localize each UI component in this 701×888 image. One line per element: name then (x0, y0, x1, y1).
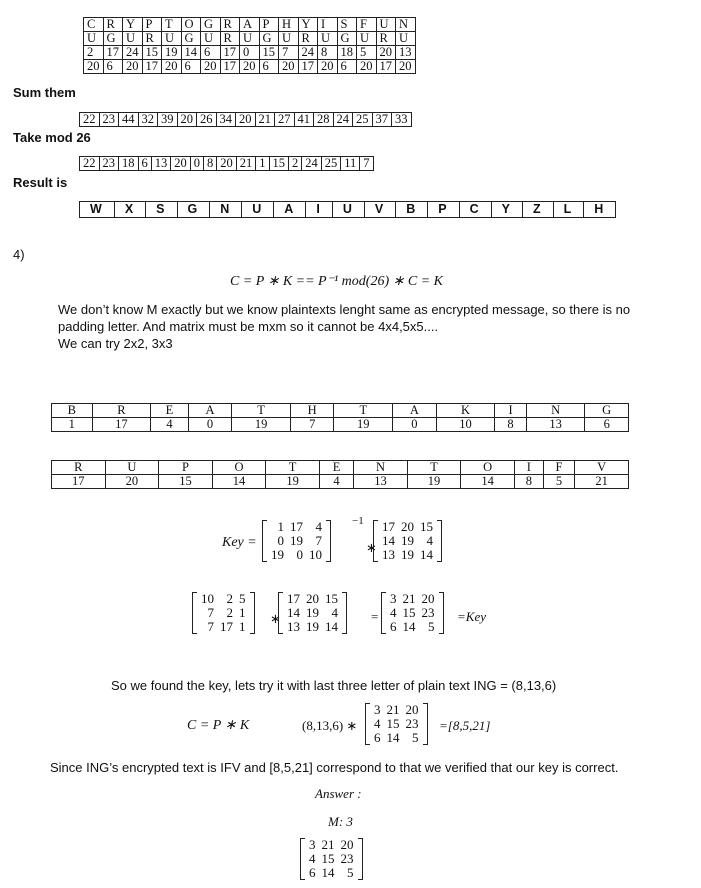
matrix-cell: 10 (201, 591, 214, 606)
cell: R (220, 18, 240, 32)
cell: 7 (290, 418, 334, 432)
matrix-row (198, 592, 249, 606)
matrix-cell: 4 (309, 851, 316, 866)
cell: U (201, 32, 221, 46)
answer-m: M: 3 (328, 814, 353, 829)
matrix-cell: 3 (390, 591, 397, 606)
cell: P (428, 202, 459, 218)
section-number: 4) (13, 247, 25, 262)
cell: P (142, 18, 162, 32)
cell: U (318, 32, 338, 46)
sum-row-table (79, 112, 412, 127)
cell: 21 (236, 157, 256, 171)
matrix-cell: 5 (428, 619, 435, 634)
matrix-cell: 13 (287, 619, 300, 634)
matrix-cell: 19 (271, 547, 284, 562)
cell: P (159, 461, 213, 475)
matrix-cell: 14 (402, 619, 416, 634)
cell: K (436, 404, 495, 418)
matrix-cell: 0 (277, 533, 284, 548)
cell: T (266, 461, 320, 475)
matrix-cell: 2 (226, 605, 233, 620)
table-row (52, 418, 629, 432)
cell: T (407, 461, 461, 475)
cell: T (232, 404, 291, 418)
matrix-cell: 4 (331, 605, 338, 620)
verify-result: =[8,5,21] (439, 718, 491, 733)
cell: 37 (372, 113, 392, 127)
matrix-cell: 20 (401, 519, 414, 534)
matrix-cell: 14 (325, 619, 338, 634)
matrix-cell: 6 (309, 865, 316, 880)
cell: 34 (216, 113, 236, 127)
cell: 1 (256, 157, 269, 171)
matrix-row (387, 620, 438, 634)
cell: 18 (119, 157, 139, 171)
result-label: Result is (13, 175, 68, 190)
cell: G (259, 32, 279, 46)
cell: 6 (585, 418, 629, 432)
table-row (80, 157, 374, 171)
cell: 6 (138, 157, 151, 171)
cell: 20 (357, 60, 377, 74)
matrix-cell: 19 (306, 619, 319, 634)
paragraph-line: padding letter. And matrix must be mxm so it cannot be 4x4,5x5.... (58, 319, 439, 334)
matrix-row (268, 534, 325, 548)
table-row (84, 18, 416, 32)
cell: 27 (275, 113, 295, 127)
matrix-cell: 6 (374, 730, 381, 745)
cell: 17 (220, 46, 240, 60)
matrix-cell: 4 (390, 605, 397, 620)
cell: 7 (279, 46, 299, 60)
cell: 20 (376, 46, 396, 60)
cell: 21 (255, 113, 275, 127)
cell: 25 (353, 113, 373, 127)
cell: P (259, 18, 279, 32)
verify-matrix (365, 703, 428, 745)
matrix-cell: 19 (290, 533, 303, 548)
matrix-row (387, 592, 438, 606)
mod-row-table (79, 156, 374, 171)
answer-matrix (300, 838, 363, 880)
matrix-cell: 6 (390, 619, 397, 634)
matrix-cell: 19 (401, 547, 414, 562)
cell: U (84, 32, 104, 46)
cell: U (240, 32, 260, 46)
cell: A (188, 404, 232, 418)
cell: N (526, 404, 585, 418)
cell: 20 (171, 157, 191, 171)
top-table (83, 17, 416, 74)
table-row (84, 60, 416, 74)
cell: I (318, 18, 338, 32)
table-row (52, 475, 629, 489)
cell: E (319, 461, 353, 475)
paragraph (58, 301, 630, 352)
cell: 39 (158, 113, 178, 127)
cell: 7 (360, 157, 373, 171)
cell: 6 (201, 46, 221, 60)
cell: 44 (119, 113, 139, 127)
cell: S (337, 18, 357, 32)
cell: 14 (461, 475, 515, 489)
matrix-cell: 4 (374, 716, 381, 731)
cell: 41 (294, 113, 314, 127)
cell: R (103, 18, 123, 32)
matrix-cell: 21 (321, 837, 335, 852)
cell: 21 (575, 475, 629, 489)
times-sign: ∗ (366, 540, 377, 555)
cell: U (396, 32, 416, 46)
product-mid-matrix (278, 592, 347, 634)
cell: G (177, 202, 210, 218)
cell: 20 (217, 157, 237, 171)
cell: 8 (318, 46, 338, 60)
cell: 24 (302, 157, 322, 171)
matrix-row (198, 620, 249, 634)
matrix-row (306, 852, 357, 866)
table-row (52, 461, 629, 475)
cell: G (337, 32, 357, 46)
matrix-row (198, 606, 249, 620)
cell: 4 (319, 475, 353, 489)
result-row-table (79, 201, 616, 218)
cell: 25 (321, 157, 341, 171)
plaintext-table (51, 403, 629, 432)
cell: 22 (80, 157, 100, 171)
cell: 10 (436, 418, 495, 432)
cell: C (84, 18, 104, 32)
matrix-cell: 1 (239, 619, 246, 634)
cell: 15 (159, 475, 213, 489)
matrix-cell: 7 (315, 533, 322, 548)
cell: N (396, 18, 416, 32)
cell: 18 (337, 46, 357, 60)
matrix-cell: 13 (382, 547, 395, 562)
matrix-cell: 20 (306, 591, 319, 606)
matrix-cell: 17 (287, 591, 300, 606)
cell: Y (123, 18, 143, 32)
matrix-row (284, 606, 341, 620)
cell: E (151, 404, 189, 418)
cell: G (181, 32, 201, 46)
matrix-cell: 5 (412, 730, 419, 745)
matrix-cell: 15 (386, 716, 400, 731)
cell: 5 (357, 46, 377, 60)
cell: O (461, 461, 515, 475)
matrix-cell: 15 (420, 519, 433, 534)
cell: 19 (266, 475, 320, 489)
cell: 20 (318, 60, 338, 74)
cell: 33 (392, 113, 412, 127)
matrix-cell: 10 (309, 547, 322, 562)
table-row (84, 46, 416, 60)
conclusion: Since ING’s encrypted text is IFV and [8,5,21] correspond to that we verified that our key is correct. (50, 760, 619, 775)
cell: G (585, 404, 629, 418)
matrix-cell: 21 (386, 702, 400, 717)
cell: O (212, 461, 266, 475)
cell: 15 (259, 46, 279, 60)
cell: R (92, 404, 151, 418)
cell: 4 (151, 418, 189, 432)
cell: 14 (212, 475, 266, 489)
matrix-cell: 20 (340, 837, 354, 852)
table-row (80, 202, 616, 218)
cell: 20 (396, 60, 416, 74)
cell: 6 (103, 60, 123, 74)
cell: 2 (289, 157, 302, 171)
matrix-cell: 7 (207, 619, 214, 634)
matrix-row (284, 620, 341, 634)
cell: A (393, 404, 437, 418)
matrix-row (371, 717, 422, 731)
matrix-cell: 5 (347, 865, 354, 880)
table-row (52, 404, 629, 418)
cell: 17 (92, 418, 151, 432)
table-row (84, 32, 416, 46)
matrix-row (284, 592, 341, 606)
matrix-cell: 19 (401, 533, 414, 548)
cell: N (210, 202, 242, 218)
cell: 24 (298, 46, 318, 60)
product-left-matrix (192, 592, 255, 634)
cell: 8 (204, 157, 217, 171)
cell: 23 (99, 157, 119, 171)
cell: 17 (142, 60, 162, 74)
matrix-row (371, 703, 422, 717)
matrix-cell: 0 (296, 547, 303, 562)
matrix-cell: 15 (402, 605, 416, 620)
matrix-cell: 3 (309, 837, 316, 852)
cell: 14 (181, 46, 201, 60)
matrix-row (379, 534, 436, 548)
cell: 0 (393, 418, 437, 432)
cipher-matrix (373, 520, 442, 562)
cell: 20 (177, 113, 197, 127)
cell: T (334, 404, 393, 418)
ciphertext-table (51, 460, 629, 489)
cell: 13 (526, 418, 585, 432)
cell: 20 (123, 60, 143, 74)
product-result-matrix (381, 592, 444, 634)
matrix-row (268, 520, 325, 534)
key-label: Key = (222, 535, 257, 550)
matrix-cell: 1 (239, 605, 246, 620)
matrix-cell: 1 (277, 519, 284, 534)
matrix-cell: 5 (239, 591, 246, 606)
cell: V (575, 461, 629, 475)
cell: I (306, 202, 332, 218)
cell: F (357, 18, 377, 32)
cell: 19 (162, 46, 182, 60)
verify-text: So we found the key, lets try it with last three letter of plain text ING = (8,13,6) (111, 678, 557, 693)
cell: 20 (240, 60, 260, 74)
matrix-cell: 17 (382, 519, 395, 534)
matrix-row (306, 838, 357, 852)
cell: H (279, 18, 299, 32)
verify-vector: (8,13,6) ∗ (302, 718, 358, 733)
cell: 17 (52, 475, 106, 489)
cell: G (103, 32, 123, 46)
matrix-cell: 20 (421, 591, 435, 606)
cell: G (201, 18, 221, 32)
cell: 8 (514, 475, 543, 489)
matrix-cell: 23 (405, 716, 419, 731)
cell: 23 (99, 113, 119, 127)
matrix-row (371, 731, 422, 745)
paragraph-line: We can try 2x2, 3x3 (58, 336, 173, 351)
cell: R (298, 32, 318, 46)
matrix-cell: 19 (306, 605, 319, 620)
cell: 17 (298, 60, 318, 74)
cell: 20 (105, 475, 159, 489)
matrix-cell: 14 (386, 730, 400, 745)
matrix-cell: 20 (405, 702, 419, 717)
cell: 1 (52, 418, 93, 432)
matrix-cell: 21 (402, 591, 416, 606)
cell: 19 (334, 418, 393, 432)
matrix-cell: 7 (207, 605, 214, 620)
cell: H (584, 202, 616, 218)
cell: N (354, 461, 408, 475)
cell: 13 (396, 46, 416, 60)
cell: U (279, 32, 299, 46)
cell: R (52, 461, 106, 475)
cell: 6 (181, 60, 201, 74)
cell: 15 (269, 157, 289, 171)
inverse-superscript: −1 (352, 515, 364, 527)
cell: F (543, 461, 575, 475)
cell: U (332, 202, 364, 218)
cell: 17 (376, 60, 396, 74)
cell: X (114, 202, 145, 218)
cell: L (553, 202, 584, 218)
formula: C = P ∗ K == P⁻¹ mod(26) ∗ C = K (230, 274, 443, 289)
cell: I (514, 461, 543, 475)
cell: U (376, 18, 396, 32)
cell: 0 (240, 46, 260, 60)
cell: 13 (151, 157, 171, 171)
matrix-cell: 2 (226, 591, 233, 606)
cell: 13 (354, 475, 408, 489)
cell: 5 (543, 475, 575, 489)
cell: W (80, 202, 115, 218)
cell: 22 (80, 113, 100, 127)
cell: O (181, 18, 201, 32)
matrix-cell: 17 (290, 519, 303, 534)
matrix-row (379, 548, 436, 562)
cell: 2 (84, 46, 104, 60)
answer-label: Answer : (315, 786, 362, 801)
cell: U (123, 32, 143, 46)
cell: A (274, 202, 306, 218)
cell: 20 (236, 113, 256, 127)
matrix-cell: 23 (421, 605, 435, 620)
cell: R (220, 32, 240, 46)
cell: S (146, 202, 177, 218)
cell: 32 (138, 113, 158, 127)
cell: U (357, 32, 377, 46)
verify-lhs: C = P ∗ K (187, 718, 250, 733)
sum-label: Sum them (13, 85, 76, 100)
cell: 26 (197, 113, 217, 127)
matrix-row (306, 866, 357, 880)
cell: V (364, 202, 395, 218)
cell: 6 (259, 60, 279, 74)
matrix-row (387, 606, 438, 620)
cell: Y (298, 18, 318, 32)
cell: 24 (333, 113, 353, 127)
matrix-cell: 23 (340, 851, 354, 866)
table-row (80, 113, 412, 127)
cell: T (162, 18, 182, 32)
cell: 20 (84, 60, 104, 74)
cell: 6 (337, 60, 357, 74)
cell: 17 (220, 60, 240, 74)
cell: 19 (407, 475, 461, 489)
cell: I (495, 404, 526, 418)
cell: 8 (495, 418, 526, 432)
inverse-matrix (262, 520, 331, 562)
matrix-cell: 17 (220, 619, 233, 634)
cell: 28 (314, 113, 334, 127)
cell: C (459, 202, 491, 218)
cell: 24 (123, 46, 143, 60)
matrix-cell: 15 (325, 591, 338, 606)
matrix-cell: 4 (426, 533, 433, 548)
cell: B (396, 202, 428, 218)
equals-sign: = (371, 609, 379, 624)
cell: 20 (162, 60, 182, 74)
cell: R (142, 32, 162, 46)
cell: Y (491, 202, 522, 218)
matrix-cell: 4 (315, 519, 322, 534)
cell: 20 (279, 60, 299, 74)
matrix-cell: 14 (382, 533, 395, 548)
matrix-cell: 3 (374, 702, 381, 717)
matrix-row (379, 520, 436, 534)
cell: 0 (190, 157, 203, 171)
cell: R (376, 32, 396, 46)
matrix-cell: 14 (287, 605, 300, 620)
cell: 20 (201, 60, 221, 74)
cell: U (162, 32, 182, 46)
mod-label: Take mod 26 (13, 130, 91, 145)
cell: H (290, 404, 334, 418)
matrix-cell: 14 (420, 547, 433, 562)
cell: A (240, 18, 260, 32)
key-suffix: =Key (457, 609, 486, 624)
cell: B (52, 404, 93, 418)
matrix-cell: 14 (321, 865, 335, 880)
matrix-row (268, 548, 325, 562)
cell: Z (522, 202, 553, 218)
paragraph-line: We don’t know M exactly but we know plaintexts lenght same as encrypted message, so there is no (58, 302, 631, 317)
cell: U (105, 461, 159, 475)
cell: 17 (103, 46, 123, 60)
cell: U (242, 202, 274, 218)
cell: 0 (188, 418, 232, 432)
matrix-cell: 15 (321, 851, 335, 866)
times-sign: ∗ (270, 611, 281, 626)
cell: 15 (142, 46, 162, 60)
cell: 19 (232, 418, 291, 432)
cell: 11 (341, 157, 360, 171)
